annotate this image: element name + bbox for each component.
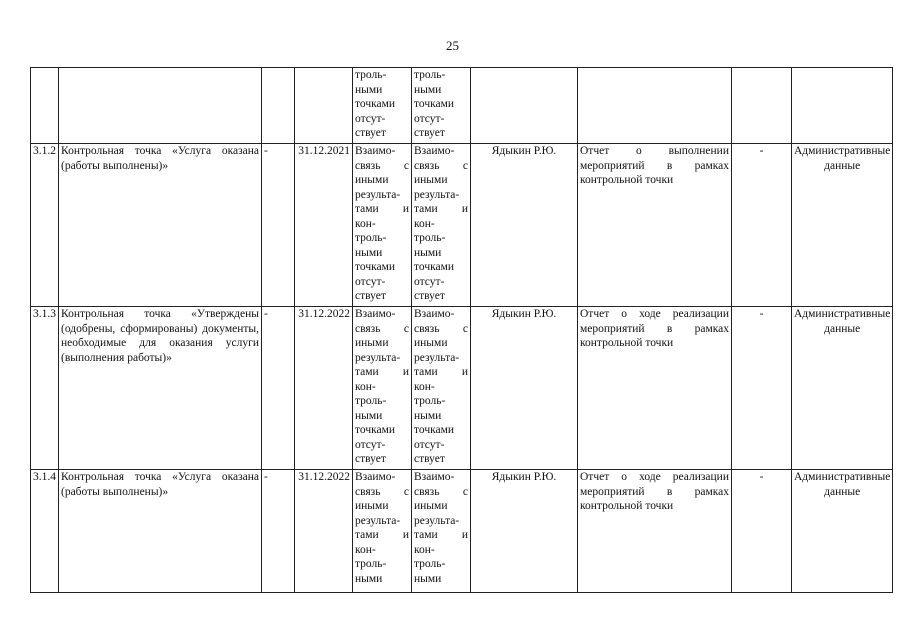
relation-line: Взаимо- bbox=[355, 308, 396, 320]
dash-cell-2 bbox=[732, 68, 792, 144]
table-row bbox=[31, 68, 893, 144]
relation-line: результа- bbox=[355, 188, 401, 201]
relation-line: ствует bbox=[355, 453, 386, 465]
relation-line: ствует bbox=[414, 453, 445, 465]
source-cell: Административные данные bbox=[792, 144, 893, 307]
dash-cell-2: - bbox=[732, 307, 792, 470]
relation-line: связь с bbox=[355, 322, 409, 335]
control-point-name-cell: Контрольная точка «Утверждены (одобрены, сформированы) документы, необходимые для оказания услуги (выполнения работы)» bbox=[59, 307, 262, 470]
relation-line: ствует bbox=[355, 127, 386, 139]
relation-line: связь с bbox=[414, 485, 468, 498]
responsible-cell: Ядыкин Р.Ю. bbox=[471, 470, 578, 593]
relation-line: отсут- bbox=[355, 275, 386, 288]
relation-line: ными bbox=[414, 246, 442, 259]
relation-line: результа- bbox=[355, 351, 401, 364]
relation-line: ными bbox=[355, 572, 383, 585]
date-cell bbox=[295, 68, 353, 144]
dash-cell: - bbox=[262, 470, 295, 593]
relation-line: ствует bbox=[414, 290, 445, 302]
table-row bbox=[31, 144, 893, 307]
relation-line: Взаимо- bbox=[414, 308, 455, 320]
relation-line: тами и bbox=[355, 203, 409, 215]
relation-line: ными bbox=[414, 572, 442, 585]
relation-cell-2 bbox=[412, 68, 471, 144]
date-cell: 31.12.2022 bbox=[295, 470, 353, 593]
relation-cell-1 bbox=[353, 470, 412, 593]
document-cell: Отчет о ходе реализации мероприятий в рамках контрольной точки bbox=[578, 470, 732, 593]
relation-line: ствует bbox=[355, 290, 386, 302]
relation-line: связь с bbox=[355, 159, 409, 172]
control-point-name-cell bbox=[59, 68, 262, 144]
relation-line: тами и bbox=[414, 366, 468, 378]
relation-line: иными bbox=[355, 337, 389, 349]
relation-line: троль- bbox=[414, 232, 446, 244]
relation-line: точками bbox=[414, 98, 455, 110]
date-cell: 31.12.2022 bbox=[295, 307, 353, 470]
relation-line: точками bbox=[355, 98, 396, 110]
relation-line: точками bbox=[414, 261, 455, 273]
relation-line: ными bbox=[414, 83, 442, 96]
date-cell: 31.12.2021 bbox=[295, 144, 353, 307]
relation-cell-2 bbox=[412, 307, 471, 470]
relation-line: Взаимо- bbox=[355, 145, 396, 157]
relation-line: Взаимо- bbox=[355, 471, 396, 483]
relation-line: ствует bbox=[414, 127, 445, 139]
relation-line: троль- bbox=[355, 69, 387, 81]
relation-line: точками bbox=[414, 424, 455, 436]
row-number-cell: 3.1.4 bbox=[31, 470, 59, 593]
control-point-name-cell: Контрольная точка «Услуга оказана (работы выполнены)» bbox=[59, 470, 262, 593]
relation-line: троль- bbox=[355, 232, 387, 244]
control-points-table bbox=[30, 67, 893, 593]
relation-line: кон- bbox=[414, 380, 435, 393]
row-number-cell: 3.1.2 bbox=[31, 144, 59, 307]
relation-line: отсут- bbox=[414, 438, 445, 451]
table-row bbox=[31, 470, 893, 593]
relation-line: результа- bbox=[414, 514, 460, 527]
relation-line: ными bbox=[355, 83, 383, 96]
relation-line: троль- bbox=[414, 395, 446, 407]
page-number: 25 bbox=[446, 38, 459, 53]
responsible-cell: Ядыкин Р.Ю. bbox=[471, 144, 578, 307]
dash-cell-2: - bbox=[732, 470, 792, 593]
relation-line: отсут- bbox=[414, 275, 445, 288]
relation-line: троль- bbox=[355, 558, 387, 570]
relation-line: ными bbox=[355, 246, 383, 259]
relation-cell-1 bbox=[353, 68, 412, 144]
relation-line: Взаимо- bbox=[414, 471, 455, 483]
relation-line: троль- bbox=[414, 558, 446, 570]
relation-line: связь с bbox=[355, 485, 409, 498]
relation-line: тами и bbox=[414, 529, 468, 541]
row-number-cell bbox=[31, 68, 59, 144]
table-body bbox=[31, 68, 893, 593]
relation-line: точками bbox=[355, 261, 396, 273]
document-cell bbox=[578, 68, 732, 144]
relation-line: троль- bbox=[355, 395, 387, 407]
relation-line: иными bbox=[414, 337, 448, 349]
relation-line: кон- bbox=[355, 380, 376, 393]
relation-line: отсут- bbox=[355, 112, 386, 125]
dash-cell bbox=[262, 68, 295, 144]
relation-line: точками bbox=[355, 424, 396, 436]
relation-line: результа- bbox=[355, 514, 401, 527]
relation-line: тами и bbox=[414, 203, 468, 215]
relation-line: иными bbox=[355, 174, 389, 186]
relation-line: ными bbox=[414, 409, 442, 422]
relation-line: троль- bbox=[414, 69, 446, 81]
dash-cell: - bbox=[262, 307, 295, 470]
source-cell: Административные данные bbox=[792, 307, 893, 470]
row-number-cell: 3.1.3 bbox=[31, 307, 59, 470]
source-cell bbox=[792, 68, 893, 144]
relation-line: отсут- bbox=[414, 112, 445, 125]
relation-line: отсут- bbox=[355, 438, 386, 451]
relation-line: связь с bbox=[414, 322, 468, 335]
relation-line: кон- bbox=[414, 543, 435, 556]
relation-line: иными bbox=[414, 500, 448, 512]
relation-line: результа- bbox=[414, 188, 460, 201]
relation-line: иными bbox=[355, 500, 389, 512]
relation-line: кон- bbox=[355, 543, 376, 556]
relation-line: результа- bbox=[414, 351, 460, 364]
responsible-cell bbox=[471, 68, 578, 144]
dash-cell-2: - bbox=[732, 144, 792, 307]
document-cell: Отчет о ходе реализации мероприятий в рамках контрольной точки bbox=[578, 307, 732, 470]
relation-cell-1 bbox=[353, 307, 412, 470]
relation-line: иными bbox=[414, 174, 448, 186]
relation-line: кон- bbox=[414, 217, 435, 230]
relation-line: кон- bbox=[355, 217, 376, 230]
relation-line: Взаимо- bbox=[414, 145, 455, 157]
relation-line: тами и bbox=[355, 366, 409, 378]
relation-cell-2 bbox=[412, 144, 471, 307]
relation-cell-1 bbox=[353, 144, 412, 307]
control-point-name-cell: Контрольная точка «Услуга оказана (работы выполнены)» bbox=[59, 144, 262, 307]
relation-line: ными bbox=[355, 409, 383, 422]
responsible-cell: Ядыкин Р.Ю. bbox=[471, 307, 578, 470]
table-row bbox=[31, 307, 893, 470]
relation-line: тами и bbox=[355, 529, 409, 541]
document-cell: Отчет о выполнении мероприятий в рамках контрольной точки bbox=[578, 144, 732, 307]
dash-cell: - bbox=[262, 144, 295, 307]
source-cell: Административные данные bbox=[792, 470, 893, 593]
relation-cell-2 bbox=[412, 470, 471, 593]
relation-line: связь с bbox=[414, 159, 468, 172]
